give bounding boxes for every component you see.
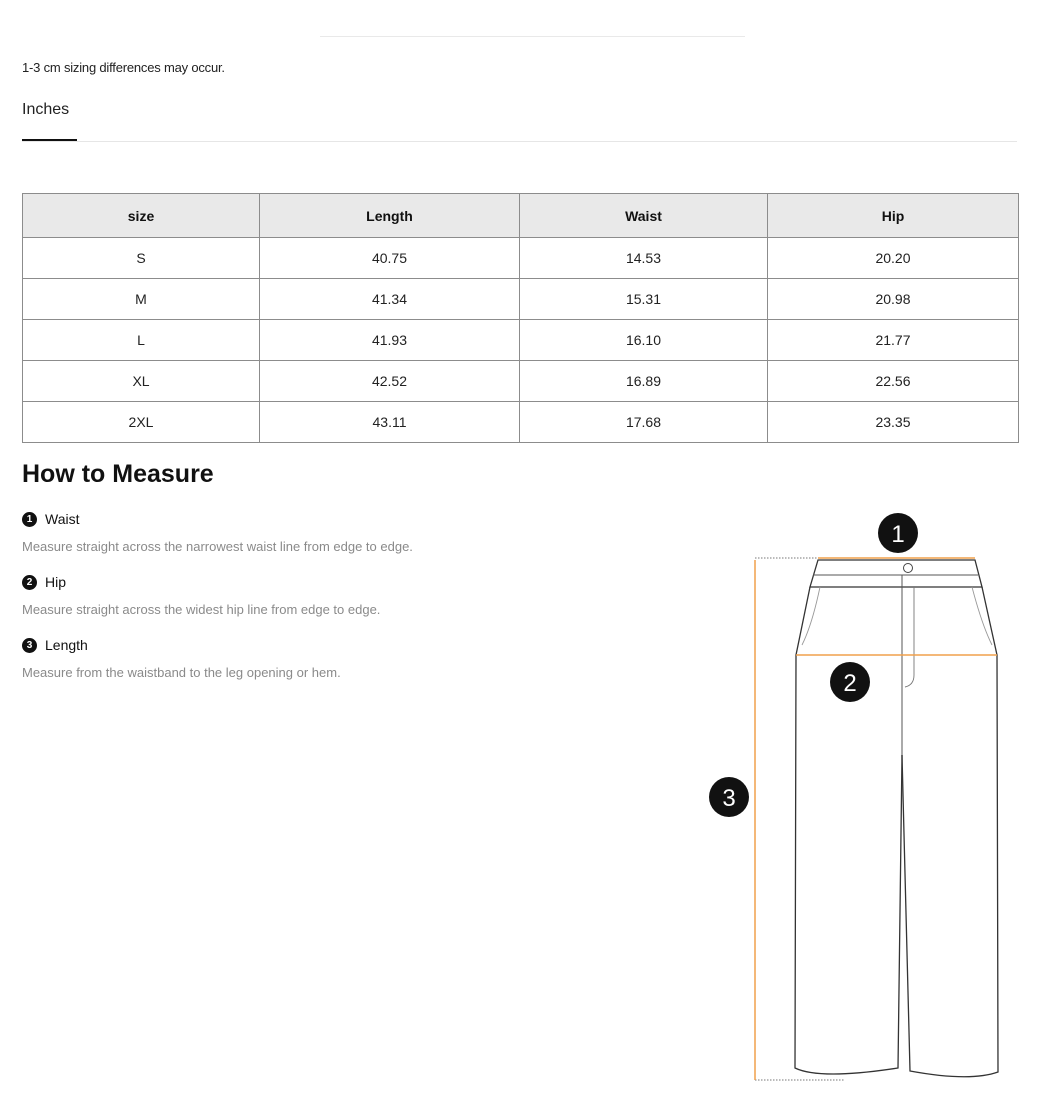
table-row	[23, 402, 1019, 443]
cell-length: 40.75	[260, 238, 520, 279]
cell-waist: 14.53	[520, 238, 768, 279]
measure-description: Measure straight across the narrowest waist line from edge to edge.	[22, 539, 413, 554]
marker-1-label: 1	[891, 521, 905, 548]
table-row	[23, 238, 1019, 279]
size-chart-table	[22, 193, 1019, 443]
table-header-row	[23, 194, 1019, 238]
cell-hip: 23.35	[768, 402, 1019, 443]
number-3-icon: 3	[22, 638, 37, 653]
marker-3	[709, 777, 749, 817]
measure-instructions	[22, 509, 642, 698]
cell-hip: 20.20	[768, 238, 1019, 279]
button-icon	[904, 564, 913, 573]
how-to-measure-title: How to Measure	[22, 460, 214, 488]
cell-length: 42.52	[260, 361, 520, 402]
table-row	[23, 361, 1019, 402]
table-row	[23, 320, 1019, 361]
cell-size: L	[23, 320, 260, 361]
number-2-icon: 2	[22, 575, 37, 590]
cell-waist: 16.10	[520, 320, 768, 361]
top-divider	[320, 36, 745, 37]
measure-label: Waist	[45, 511, 80, 527]
marker-1	[878, 513, 918, 553]
marker-3-label: 3	[722, 785, 736, 812]
measure-item-hip	[22, 572, 642, 635]
cell-hip: 20.98	[768, 279, 1019, 320]
unit-tab-bar	[22, 98, 1017, 142]
cell-size: XL	[23, 361, 260, 402]
pants-outline	[795, 560, 998, 1077]
header-hip: Hip	[768, 194, 1019, 238]
cell-waist: 15.31	[520, 279, 768, 320]
tab-inches[interactable]: Inches	[22, 98, 77, 141]
cell-waist: 17.68	[520, 402, 768, 443]
marker-2-label: 2	[843, 670, 857, 697]
measure-label: Hip	[45, 574, 67, 590]
cell-hip: 21.77	[768, 320, 1019, 361]
measure-label: Length	[45, 637, 88, 653]
cell-waist: 16.89	[520, 361, 768, 402]
sizing-note: 1-3 cm sizing differences may occur.	[22, 60, 225, 75]
cell-size: S	[23, 238, 260, 279]
measure-description: Measure from the waistband to the leg opening or hem.	[22, 665, 341, 680]
marker-2	[830, 662, 870, 702]
number-1-icon: 1	[22, 512, 37, 527]
measure-item-length	[22, 635, 642, 698]
table-row	[23, 279, 1019, 320]
cell-length: 41.93	[260, 320, 520, 361]
measure-description: Measure straight across the widest hip line from edge to edge.	[22, 602, 381, 617]
header-size: size	[23, 194, 260, 238]
pants-measurement-diagram	[700, 505, 1030, 1090]
cell-hip: 22.56	[768, 361, 1019, 402]
header-waist: Waist	[520, 194, 768, 238]
header-length: Length	[260, 194, 520, 238]
cell-size: 2XL	[23, 402, 260, 443]
cell-length: 43.11	[260, 402, 520, 443]
measure-item-waist	[22, 509, 642, 572]
cell-length: 41.34	[260, 279, 520, 320]
cell-size: M	[23, 279, 260, 320]
